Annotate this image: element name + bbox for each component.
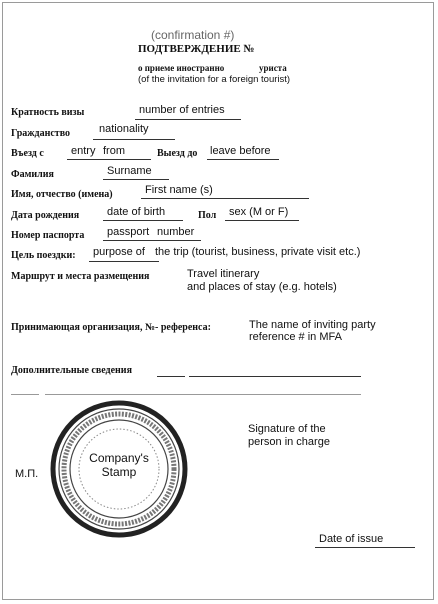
underline-dob: [103, 220, 183, 221]
label-dob: Дата рождения: [11, 210, 80, 221]
date-of-issue: Date of issue: [319, 533, 384, 545]
subtitle-ru-a: о приеме иностранно: [138, 63, 225, 73]
underline-sex: [225, 220, 299, 221]
confirmation-hint: (confirmation #): [151, 28, 235, 42]
underline-extra-a: [157, 376, 185, 377]
stamp-line-2: Stamp: [101, 465, 137, 479]
label-entry: Въезд с: [11, 148, 44, 159]
value-name: First name (s): [145, 184, 213, 196]
value-entry-a: entry: [71, 145, 96, 157]
underline-citizenship: [93, 139, 175, 140]
value-dob: date of birth: [107, 206, 166, 218]
value-citizenship: nationality: [99, 123, 149, 135]
label-name: Имя, отчество (имена): [11, 189, 113, 200]
signature-line-1: Signature of the: [248, 423, 326, 435]
underline-surname: [103, 179, 169, 180]
value-host-2: reference # in MFA: [249, 331, 342, 343]
value-route-1: Travel itinerary: [187, 268, 260, 280]
value-passport-a: passport: [107, 226, 150, 238]
stamp-line-1: Company's: [89, 451, 149, 465]
value-entry-b: from: [103, 145, 125, 157]
value-route-2: and places of stay (e.g. hotels): [187, 281, 337, 293]
label-exit: Выезд до: [157, 148, 198, 159]
value-exit: leave before: [210, 145, 271, 157]
value-purpose-a: purpose of: [93, 246, 145, 258]
label-extra: Дополнительные сведения: [11, 365, 132, 376]
label-route: Маршрут и места размещения: [11, 271, 150, 282]
underline-exit: [207, 159, 279, 160]
underline-entry: [67, 159, 151, 160]
underline-purpose: [89, 261, 159, 262]
form-title: ПОДТВЕРЖДЕНИЕ №: [138, 43, 255, 55]
value-surname: Surname: [107, 165, 152, 177]
mp-label: М.П.: [15, 468, 39, 480]
subtitle-en: (of the invitation for a foreign tourist): [138, 74, 291, 85]
underline-name: [141, 198, 309, 199]
label-visa-entries: Кратность визы: [11, 107, 85, 118]
subtitle-ru-b: уриста: [259, 63, 287, 73]
underline-visa-entries: [135, 119, 241, 120]
underline-extra-d: [45, 394, 361, 395]
label-host: Принимающая организация, №- референса:: [11, 322, 211, 333]
value-purpose-b: the trip (tourist, business, private visit etc.): [155, 246, 361, 258]
underline-passport: [103, 240, 201, 241]
value-visa-entries: number of entries: [139, 104, 225, 116]
value-passport-b: number: [157, 226, 195, 238]
value-host-1: The name of inviting party: [249, 319, 376, 331]
label-passport: Номер паспорта: [11, 230, 85, 241]
underline-date-of-issue: [315, 547, 415, 548]
invitation-form: [2, 2, 434, 600]
value-sex: sex (M or F): [229, 206, 289, 218]
label-purpose: Цель поездки:: [11, 250, 76, 261]
signature-line-2: person in charge: [248, 436, 330, 448]
label-citizenship: Гражданство: [11, 128, 71, 139]
underline-extra-b: [189, 376, 361, 377]
label-surname: Фамилия: [11, 169, 54, 180]
label-sex: Пол: [198, 210, 217, 221]
underline-extra-c: [11, 394, 39, 395]
